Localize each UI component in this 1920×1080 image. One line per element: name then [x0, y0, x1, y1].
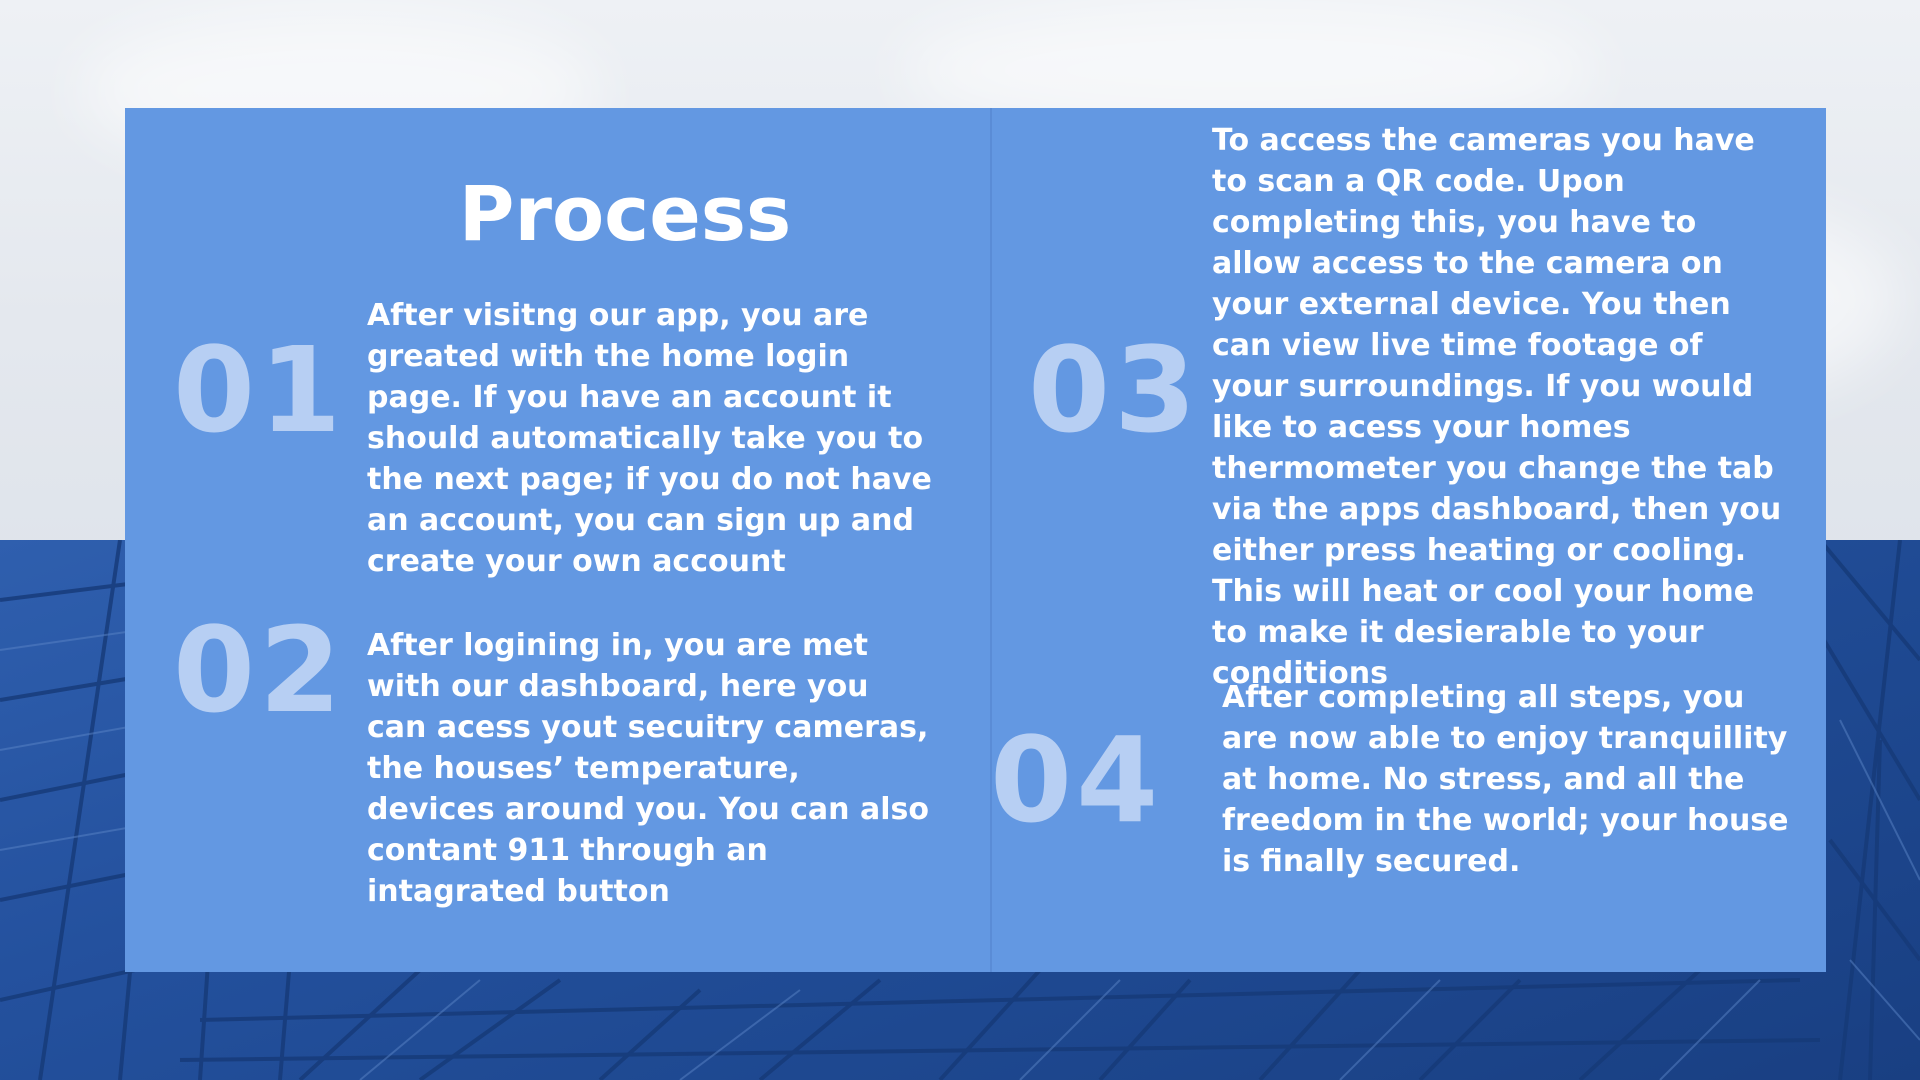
page-title: Process [458, 169, 792, 258]
step-text-01: After visitng our app, you are greated with the home login page. If you have an account it should automatically take you to the next page; if you do not have an account, you can sign up and create your own account [367, 298, 932, 579]
step-text-02: After logining in, you are met with our dashboard, here you can acess yout secuitry cameras, the houses’ temperature, devices around you. You can also contant 911 through an intagrated button [367, 628, 929, 909]
step-text-04: After completing all steps, you are now able to enjoy tranquillity at home. No stress, and all the freedom in the world; your house is finally secured. [1222, 680, 1789, 879]
step-number-02: 02 [173, 601, 346, 739]
step-number-04: 04 [990, 711, 1163, 849]
step-number-03: 03 [1028, 321, 1201, 459]
step-number-01: 01 [173, 321, 346, 459]
step-text-03: To access the cameras you have to scan a QR code. Upon completing this, you have to allow access to the camera on your external device. You then can view live time footage of your surroundings. If you would like to acess your homes thermometer you change the tab via the apps dashboard, then you either press heating or cooling. This will heat or cool your home to make it desierable to your conditions [1212, 123, 1782, 691]
